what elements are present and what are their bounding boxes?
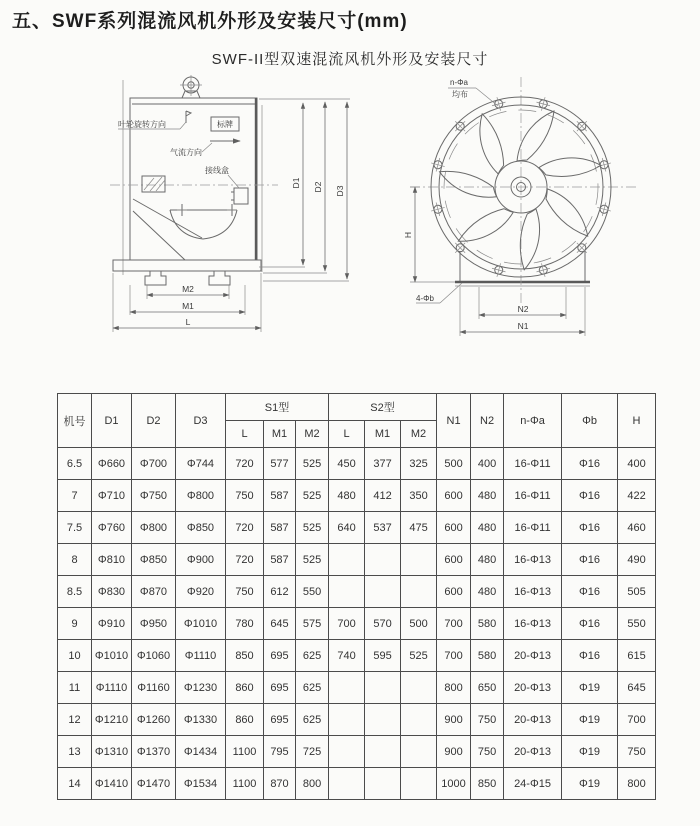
table-cell: 650 <box>471 672 504 704</box>
table-cell: Φ710 <box>92 480 132 512</box>
table-cell: Φ19 <box>562 704 618 736</box>
table-cell: 780 <box>226 608 264 640</box>
table-row <box>58 512 656 544</box>
table-cell: 720 <box>226 544 264 576</box>
dim-m1-label: M1 <box>182 301 194 311</box>
table-cell: Φ850 <box>176 512 226 544</box>
table-cell: 422 <box>618 480 656 512</box>
table-cell: 550 <box>618 608 656 640</box>
table-cell: 575 <box>296 608 329 640</box>
table-cell: Φ830 <box>92 576 132 608</box>
table-cell: Φ19 <box>562 736 618 768</box>
table-cell: 6.5 <box>58 448 92 480</box>
table-cell: 750 <box>226 480 264 512</box>
table-cell: 577 <box>264 448 296 480</box>
table-cell: 377 <box>365 448 401 480</box>
header-n2: N2 <box>471 394 504 448</box>
table-cell: 695 <box>264 704 296 736</box>
table-cell: 587 <box>264 512 296 544</box>
dim-n1-label: N1 <box>517 321 529 331</box>
table-cell: 1000 <box>437 768 471 800</box>
table-cell: 525 <box>296 544 329 576</box>
table-cell: 625 <box>296 704 329 736</box>
table-cell: Φ1370 <box>132 736 176 768</box>
table-cell: 750 <box>471 704 504 736</box>
table-cell <box>329 736 365 768</box>
table-cell: 400 <box>618 448 656 480</box>
table-cell: 725 <box>296 736 329 768</box>
table-cell <box>365 672 401 704</box>
table-cell: 700 <box>437 608 471 640</box>
table-cell: Φ16 <box>562 512 618 544</box>
table-cell: 900 <box>437 704 471 736</box>
table-cell <box>401 736 437 768</box>
dim-h-label: H <box>403 231 413 239</box>
table-cell: Φ800 <box>132 512 176 544</box>
table-cell: Φ19 <box>562 768 618 800</box>
table-cell: 570 <box>365 608 401 640</box>
header-s1-l: L <box>226 421 264 448</box>
header-s2-m2: M2 <box>401 421 437 448</box>
table-cell: Φ16 <box>562 544 618 576</box>
table-cell: 645 <box>618 672 656 704</box>
table-row <box>58 768 656 800</box>
table-cell: 525 <box>296 512 329 544</box>
table-cell: 800 <box>296 768 329 800</box>
table-cell <box>329 704 365 736</box>
table-cell: 525 <box>401 640 437 672</box>
table-cell: 615 <box>618 640 656 672</box>
table-cell: 20-Φ13 <box>504 704 562 736</box>
table-cell: Φ19 <box>562 672 618 704</box>
table-cell: 625 <box>296 640 329 672</box>
table-cell: 720 <box>226 512 264 544</box>
table-cell: 8 <box>58 544 92 576</box>
table-cell: 600 <box>437 512 471 544</box>
table-cell: Φ910 <box>92 608 132 640</box>
table-cell: 695 <box>264 672 296 704</box>
table-cell: 480 <box>471 512 504 544</box>
table-cell: 480 <box>329 480 365 512</box>
table-cell: Φ744 <box>176 448 226 480</box>
table-cell: Φ16 <box>562 608 618 640</box>
table-cell: 625 <box>296 672 329 704</box>
table-cell: 720 <box>226 448 264 480</box>
table-row <box>58 640 656 672</box>
table-cell: 24-Φ15 <box>504 768 562 800</box>
table-cell: 20-Φ13 <box>504 736 562 768</box>
table-cell: 600 <box>437 576 471 608</box>
header-n-phi-a: n-Φa <box>504 394 562 448</box>
table-cell: Φ1160 <box>132 672 176 704</box>
table-cell: 480 <box>471 480 504 512</box>
table-cell: 587 <box>264 480 296 512</box>
table-row <box>58 704 656 736</box>
junction-box-label: 接线盒 <box>205 166 229 175</box>
table-cell: 10 <box>58 640 92 672</box>
table-cell: 595 <box>365 640 401 672</box>
table-cell: 475 <box>401 512 437 544</box>
table-cell: Φ870 <box>132 576 176 608</box>
table-cell: 350 <box>401 480 437 512</box>
table-cell: 7.5 <box>58 512 92 544</box>
table-cell: 550 <box>296 576 329 608</box>
table-cell: 480 <box>471 576 504 608</box>
table-cell <box>329 544 365 576</box>
dim-l-label: L <box>185 317 191 327</box>
table-cell: Φ1410 <box>92 768 132 800</box>
table-cell: Φ660 <box>92 448 132 480</box>
table-cell: 800 <box>618 768 656 800</box>
table-cell: 740 <box>329 640 365 672</box>
table-row <box>58 544 656 576</box>
table-cell: 700 <box>437 640 471 672</box>
table-cell: Φ16 <box>562 576 618 608</box>
dim-m2-label: M2 <box>182 284 194 294</box>
table-cell: 480 <box>471 544 504 576</box>
table-cell: Φ800 <box>176 480 226 512</box>
table-cell: 16-Φ13 <box>504 608 562 640</box>
table-cell: 750 <box>471 736 504 768</box>
table-cell <box>365 544 401 576</box>
fan-front-view-drawing <box>400 75 668 347</box>
table-cell: 580 <box>471 640 504 672</box>
table-cell: Φ850 <box>132 544 176 576</box>
table-cell: 13 <box>58 736 92 768</box>
table-cell: 800 <box>437 672 471 704</box>
table-cell: Φ1310 <box>92 736 132 768</box>
header-s2-l: L <box>329 421 365 448</box>
table-cell: 20-Φ13 <box>504 672 562 704</box>
table-cell: 16-Φ11 <box>504 512 562 544</box>
bolt-pattern-note-line1: n-Φa <box>450 78 468 87</box>
foot-bolt-note: 4-Φb <box>416 294 434 303</box>
table-cell: 11 <box>58 672 92 704</box>
table-cell: 1100 <box>226 736 264 768</box>
table-cell: Φ1534 <box>176 768 226 800</box>
table-cell: 850 <box>226 640 264 672</box>
dim-d2-label: D2 <box>313 181 323 193</box>
table-row <box>58 608 656 640</box>
table-cell: Φ1060 <box>132 640 176 672</box>
table-cell: 12 <box>58 704 92 736</box>
table-cell: 8.5 <box>58 576 92 608</box>
table-cell: 700 <box>329 608 365 640</box>
table-cell: 600 <box>437 480 471 512</box>
table-cell: Φ1110 <box>92 672 132 704</box>
dimension-table <box>57 393 656 800</box>
table-cell: Φ1330 <box>176 704 226 736</box>
header-s1-m2: M2 <box>296 421 329 448</box>
table-cell <box>401 768 437 800</box>
table-cell: 7 <box>58 480 92 512</box>
rotation-direction-label: 叶轮旋转方向 <box>118 120 166 129</box>
table-cell: Φ1260 <box>132 704 176 736</box>
table-cell: 750 <box>618 736 656 768</box>
dim-d3-label: D3 <box>335 185 345 197</box>
table-cell: 500 <box>401 608 437 640</box>
table-cell: Φ700 <box>132 448 176 480</box>
table-cell: Φ950 <box>132 608 176 640</box>
table-cell: 505 <box>618 576 656 608</box>
table-cell: 490 <box>618 544 656 576</box>
table-cell: 750 <box>226 576 264 608</box>
header-s2-m1: M1 <box>365 421 401 448</box>
nameplate-label: 标牌 <box>217 120 233 129</box>
table-cell: 525 <box>296 480 329 512</box>
table-cell: 600 <box>437 544 471 576</box>
table-cell: 580 <box>471 608 504 640</box>
table-cell <box>365 576 401 608</box>
table-cell: 14 <box>58 768 92 800</box>
table-row <box>58 448 656 480</box>
table-cell <box>329 576 365 608</box>
table-cell: 500 <box>437 448 471 480</box>
table-cell: Φ16 <box>562 640 618 672</box>
table-cell: 325 <box>401 448 437 480</box>
table-cell: 525 <box>296 448 329 480</box>
fan-side-view-drawing <box>90 75 370 347</box>
drawing-subtitle: SWF-II型双速混流风机外形及安装尺寸 <box>211 51 489 68</box>
table-cell: 16-Φ13 <box>504 544 562 576</box>
table-cell: Φ1470 <box>132 768 176 800</box>
header-s1-m1: M1 <box>264 421 296 448</box>
header-d3: D3 <box>176 394 226 448</box>
table-cell: 1100 <box>226 768 264 800</box>
header-phi-b: Φb <box>562 394 618 448</box>
table-cell: 795 <box>264 736 296 768</box>
header-machine-no: 机号 <box>58 394 92 448</box>
table-cell <box>365 704 401 736</box>
page-title: 五、SWF系列混流风机外形及安装尺寸(mm) <box>12 11 408 32</box>
table-cell: 450 <box>329 448 365 480</box>
table-header-row-1 <box>58 394 656 421</box>
table-cell: 460 <box>618 512 656 544</box>
table-cell: 900 <box>437 736 471 768</box>
technical-drawings <box>0 75 700 347</box>
table-cell <box>365 736 401 768</box>
table-cell <box>401 672 437 704</box>
dim-d1-label: D1 <box>291 177 301 189</box>
table-cell: 16-Φ13 <box>504 576 562 608</box>
header-s1-group: S1型 <box>226 394 329 421</box>
table-cell: Φ760 <box>92 512 132 544</box>
table-cell <box>401 544 437 576</box>
table-cell: 850 <box>471 768 504 800</box>
table-cell: Φ16 <box>562 448 618 480</box>
table-cell: Φ1110 <box>176 640 226 672</box>
table-row <box>58 672 656 704</box>
bolt-pattern-note-line2: 均布 <box>452 90 468 99</box>
table-cell <box>365 768 401 800</box>
table-cell <box>401 704 437 736</box>
table-cell: 700 <box>618 704 656 736</box>
table-cell: 612 <box>264 576 296 608</box>
table-cell: Φ750 <box>132 480 176 512</box>
table-cell: Φ1210 <box>92 704 132 736</box>
dim-n2-label: N2 <box>517 304 529 314</box>
table-row <box>58 576 656 608</box>
table-cell: Φ1230 <box>176 672 226 704</box>
table-row <box>58 480 656 512</box>
table-cell <box>329 672 365 704</box>
table-cell: 860 <box>226 704 264 736</box>
table-cell: 640 <box>329 512 365 544</box>
table-cell: Φ1010 <box>176 608 226 640</box>
table-cell: Φ920 <box>176 576 226 608</box>
header-n1: N1 <box>437 394 471 448</box>
table-cell: Φ1434 <box>176 736 226 768</box>
table-cell: 695 <box>264 640 296 672</box>
table-cell: 537 <box>365 512 401 544</box>
table-cell: 870 <box>264 768 296 800</box>
table-cell: Φ900 <box>176 544 226 576</box>
header-s2-group: S2型 <box>329 394 437 421</box>
table-cell: 860 <box>226 672 264 704</box>
table-cell: 645 <box>264 608 296 640</box>
table-cell: 412 <box>365 480 401 512</box>
header-h: H <box>618 394 656 448</box>
airflow-direction-label: 气流方向 <box>170 148 202 157</box>
table-cell: 400 <box>471 448 504 480</box>
table-cell: 587 <box>264 544 296 576</box>
header-d2: D2 <box>132 394 176 448</box>
table-row <box>58 736 656 768</box>
table-cell: 9 <box>58 608 92 640</box>
table-cell: 16-Φ11 <box>504 448 562 480</box>
table-cell: 16-Φ11 <box>504 480 562 512</box>
table-cell: Φ810 <box>92 544 132 576</box>
header-d1: D1 <box>92 394 132 448</box>
table-cell <box>329 768 365 800</box>
table-cell <box>401 576 437 608</box>
table-cell: Φ16 <box>562 480 618 512</box>
table-cell: 20-Φ13 <box>504 640 562 672</box>
table-cell: Φ1010 <box>92 640 132 672</box>
